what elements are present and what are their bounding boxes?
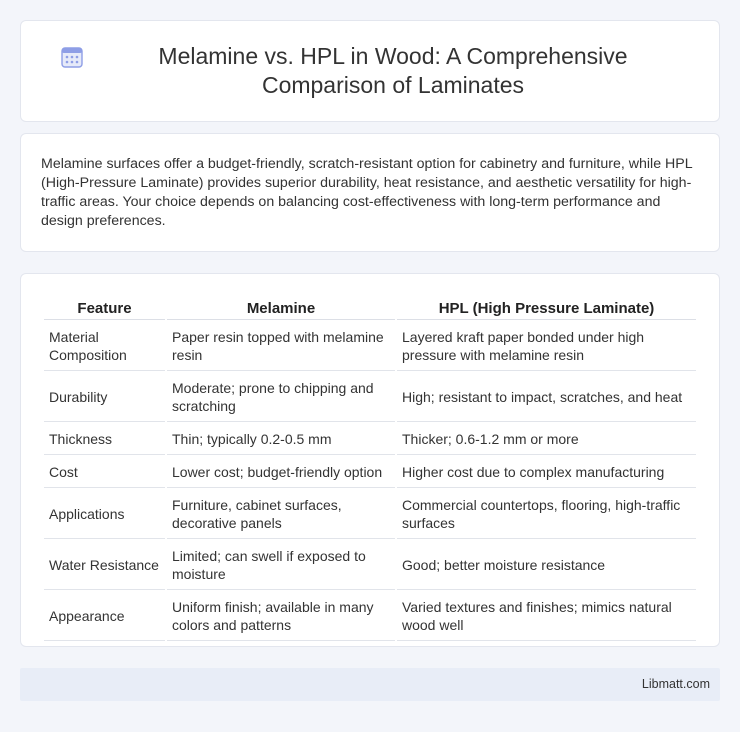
header-hpl: HPL (High Pressure Laminate)	[397, 296, 696, 320]
hpl-cell: Varied textures and finishes; mimics natural wood well	[397, 592, 696, 641]
footer-brand[interactable]: Libmatt.com	[641, 677, 710, 691]
melamine-cell: Thin; typically 0.2-0.5 mm	[167, 424, 395, 455]
table-row	[44, 322, 696, 371]
header-melamine: Melamine	[167, 296, 395, 320]
table-row	[44, 592, 696, 641]
header-feature: Feature	[44, 296, 165, 320]
feature-cell: Material Composition	[44, 322, 165, 371]
table-row	[44, 541, 696, 590]
melamine-cell: Limited; can swell if exposed to moisture	[167, 541, 395, 590]
title-card	[20, 20, 720, 122]
feature-cell: Water Resistance	[44, 541, 165, 590]
footer	[20, 668, 720, 701]
melamine-cell: Lower cost; budget-friendly option	[167, 457, 395, 488]
table-row	[44, 424, 696, 455]
feature-cell: Thickness	[44, 424, 165, 455]
table-header-row	[44, 296, 696, 320]
melamine-cell: Uniform finish; available in many colors and patterns	[167, 592, 395, 641]
calendar-icon	[61, 46, 83, 68]
feature-cell: Cost	[44, 457, 165, 488]
hpl-cell: High; resistant to impact, scratches, and heat	[397, 373, 696, 422]
feature-cell: Applications	[44, 490, 165, 539]
table-row	[44, 373, 696, 422]
melamine-cell: Paper resin topped with melamine resin	[167, 322, 395, 371]
hpl-cell: Commercial countertops, flooring, high-traffic surfaces	[397, 490, 696, 539]
table-row	[44, 457, 696, 488]
melamine-cell: Furniture, cabinet surfaces, decorative panels	[167, 490, 395, 539]
intro-text: Melamine surfaces offer a budget-friendly, scratch-resistant option for cabinetry and furniture, while HPL (High-Pressure Laminate) provides superior durability, heat resistance, and aesthetic versatility for high-traffic areas. Your choice depends on balancing cost-effectiveness with long-term performance and design preferences.	[41, 156, 693, 229]
page-title: Melamine vs. HPL in Wood: A Comprehensive Comparison of Laminates	[158, 43, 628, 98]
hpl-cell: Higher cost due to complex manufacturing	[397, 457, 696, 488]
hpl-cell: Layered kraft paper bonded under high pressure with melamine resin	[397, 322, 696, 371]
hpl-cell: Thicker; 0.6-1.2 mm or more	[397, 424, 696, 455]
melamine-cell: Moderate; prone to chipping and scratching	[167, 373, 395, 422]
feature-cell: Appearance	[44, 592, 165, 641]
title-wrap	[21, 21, 719, 121]
intro-card	[20, 133, 720, 252]
table-row	[44, 490, 696, 539]
comparison-table	[42, 294, 698, 643]
feature-cell: Durability	[44, 373, 165, 422]
comparison-card	[20, 273, 720, 647]
hpl-cell: Good; better moisture resistance	[397, 541, 696, 590]
